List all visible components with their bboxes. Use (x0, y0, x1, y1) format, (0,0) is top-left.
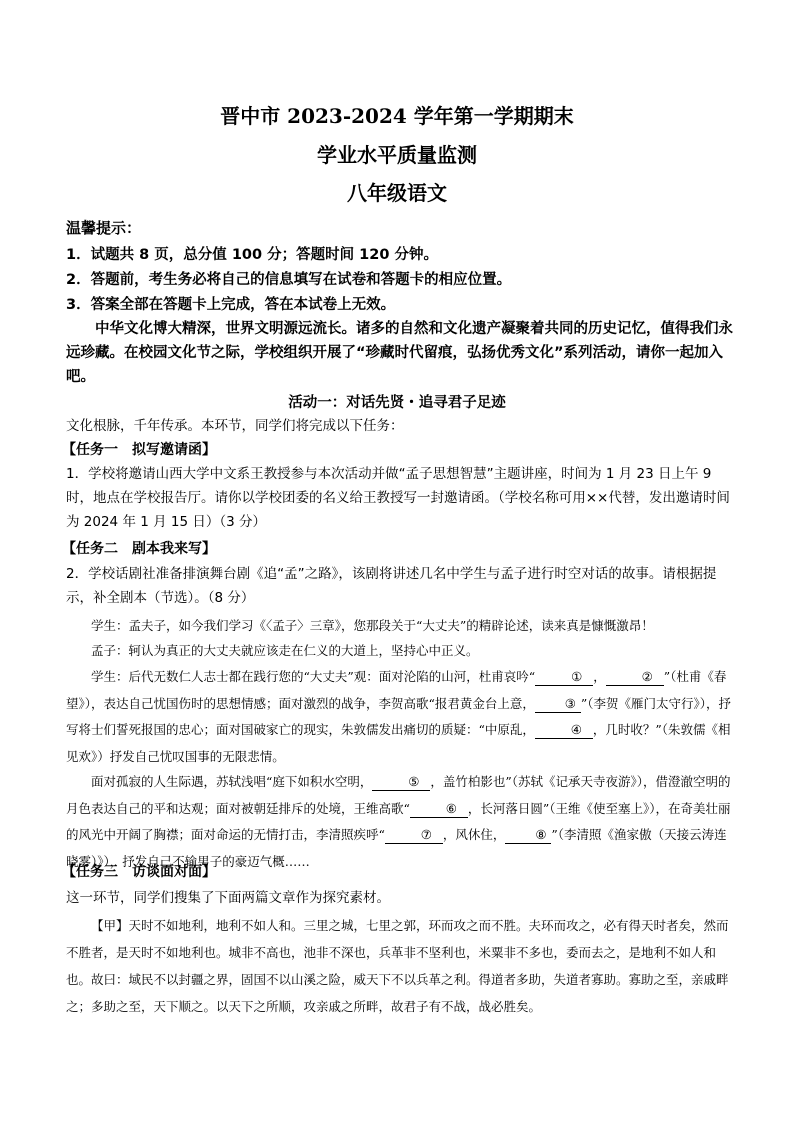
fill-blank-7: ⑦ (385, 827, 443, 844)
tip-item: 3．答案全部在答题卡上完成，答在本试卷上无效。 (66, 297, 396, 313)
question-2: 2．学校话剧社准备排演舞台剧《追“孟”之路》，该剧将讲述几名中学生与孟子进行时空对话的故事。请根据提示，补全剧本（节选）。（8 分） (66, 566, 717, 606)
script-text: 学生：后代无数仁人志士都在践行您的“大丈夫”观：面对沦陷的山河，杜甫哀吟“ (91, 669, 536, 684)
exam-title: 晋中市 2023-2024 学年第一学期期末 (220, 104, 574, 128)
script-text: ”（李贺《雁门太守行》），抒写将士们誓死报国的忠心；面对国破家亡的现实，朱敦儒发出痛切的质疑：“中原乱， (66, 695, 732, 737)
script-text: ，盖竹柏影也”（苏轼《记承天寺夜游》），借澄澈空明的月色表达自己的平和达观；面对被朝廷排斥的处境，王维高歌“ (66, 774, 731, 816)
task3-lead: 这一环节，同学们搜集了下面两篇文章作为探究素材。 (66, 890, 390, 906)
script-text: ”（杜甫《春望》），表达自己忧国伤时的思想情感；面对激烈的战争，李贺高歌“报君黄金台上意， (66, 669, 727, 711)
passage-a: 【甲】天时不如地利，地利不如人和。三里之城，七里之郭，环而攻之而不胜。夫环而攻之，必有得天时者矣，然而不胜者，是天时不如地利也。城非不高也，池非不深也，兵革非不坚利也，米粟非不多也，委而去之，是地利不如人和也。故曰：域民不以封疆之界，固国不以山溪之险，威天下不以兵革之利。得道者多助，失道者寡助。寡助之至，亲戚畔之；多助之至，天下顺之。以天下之所顺，攻亲戚之所畔，故君子有不战，战必胜矣。 (66, 918, 729, 1014)
fill-blank-6: ⑥ (410, 801, 468, 818)
fill-blank-2: ② (606, 669, 664, 686)
activity-title: 活动一：对话先贤・追寻君子足迹 (288, 395, 506, 411)
task2-title: 【任务二 剧本我来写】 (62, 541, 216, 557)
fill-blank-1: ① (535, 669, 593, 686)
task1-title: 【任务一 拟写邀请函】 (62, 442, 216, 458)
exam-subtitle: 学业水平质量监测 (317, 143, 477, 167)
script-text: ，几时收？”（朱敦儒《相见欢》）抒发自己忧叹国事的无限悲情。 (66, 722, 731, 764)
tip-item: 2．答题前，考生务必将自己的信息填写在试卷和答题卡的相应位置。 (66, 272, 512, 288)
tips-heading: 温馨提示： (66, 219, 142, 237)
fill-blank-3: ③ (535, 696, 581, 713)
fill-blank-4: ④ (535, 722, 593, 739)
fill-blank-5: ⑤ (372, 774, 430, 791)
script-text: ”（李清照《渔家傲（天接云涛连晓雾）》），抒发自己不输男子的豪迈气概…… (66, 827, 727, 869)
question-1: 1．学校将邀请山西大学中文系王教授参与本次活动并做“孟子思想智慧”主题讲座，时间为 1 月 23 日上午 9 时，地点在学校报告厅。请你以学校团委的名义给王教授写一封邀请函。（学校名称可用××代替，发出邀请时间为 2024 年 1 月 15 日）（3 分） (66, 466, 730, 530)
script-text: 面对孤寂的人生际遇，苏轼浅唱“庭下如积水空明， (91, 774, 373, 789)
activity-lead: 文化根脉，千年传承。本环节，同学们将完成以下任务： (66, 418, 404, 434)
script-line: 学生：孟夫子，如今我们学习《〈孟子〉三章》，您那段关于“大丈夫”的精辟论述，读来真是慷慨激昂！ (91, 618, 654, 633)
script-paragraph (66, 664, 736, 770)
task3-title: 【任务三 访谈面对面】 (62, 864, 216, 880)
script-text: ，风休住， (442, 827, 506, 842)
script-line: 孟子：轲认为真正的大丈夫就应该走在仁义的大道上，坚持心中正义。 (91, 643, 479, 658)
fill-blank-8: ⑧ (505, 827, 551, 844)
script-text: ， (593, 669, 606, 684)
subject-title: 八年级语文 (347, 181, 447, 205)
script-text: ，长河落日圆”（王维《使至塞上》），在奇美壮丽的风光中开阔了胸襟；面对命运的无情打击，李清照疾呼“ (66, 800, 731, 842)
tip-item: 1．试题共 8 页，总分值 100 分；答题时间 120 分钟。 (66, 247, 438, 263)
script-paragraph (66, 769, 736, 875)
intro-paragraph: 中华文化博大精深，世界文明源远流长。诸多的自然和文化遗产凝聚着共同的历史记忆，值得我们永远珍藏。在校园文化节之际，学校组织开展了“珍藏时代留痕，弘扬优秀文化”系列活动，请你一起加入吧。 (66, 321, 733, 385)
